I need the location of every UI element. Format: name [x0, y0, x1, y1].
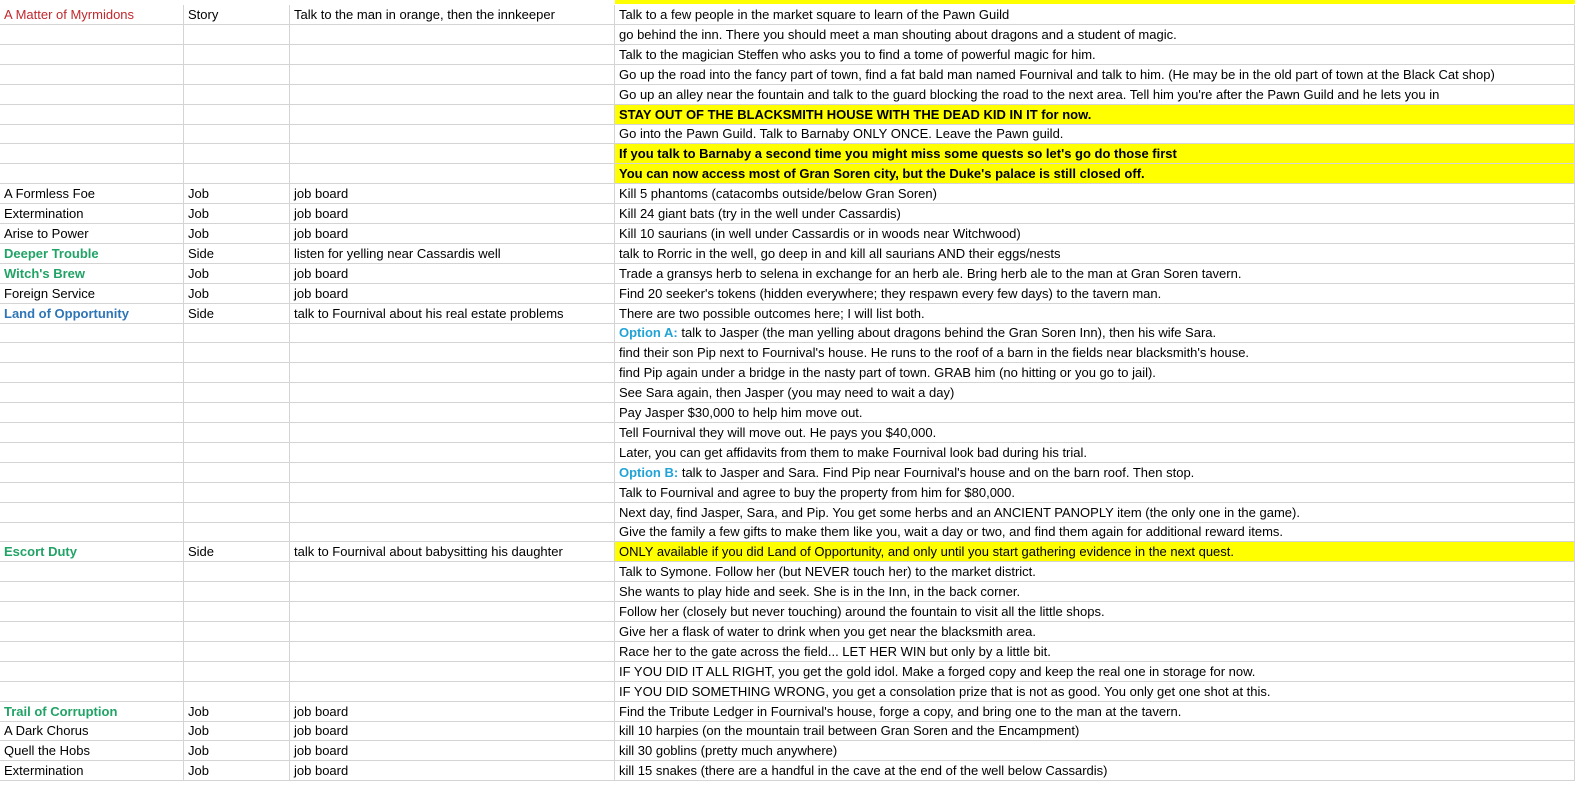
quest-name-cell[interactable] — [0, 85, 184, 105]
quest-step-cell[interactable] — [615, 463, 1575, 483]
quest-name-cell[interactable] — [0, 682, 184, 702]
quest-start-cell[interactable]: job board — [290, 761, 615, 781]
quest-type-cell[interactable] — [184, 85, 290, 105]
quest-step-cell[interactable]: There are two possible outcomes here; I will list both. — [615, 304, 1575, 324]
table-row — [0, 85, 1575, 105]
quest-start-cell[interactable] — [290, 423, 615, 443]
quest-start-cell[interactable]: job board — [290, 284, 615, 304]
quest-step-cell[interactable]: If you talk to Barnaby a second time you might miss some quests so let's go do those first — [615, 144, 1575, 164]
quest-name-cell[interactable] — [0, 622, 184, 642]
quest-start-cell[interactable] — [290, 343, 615, 363]
quest-start-cell[interactable] — [290, 65, 615, 85]
quest-name-cell[interactable] — [0, 45, 184, 65]
quest-step-cell[interactable]: Talk to Symone. Follow her (but NEVER touch her) to the market district. — [615, 562, 1575, 582]
quest-start-cell[interactable]: job board — [290, 741, 615, 761]
quest-step-cell[interactable]: Later, you can get affidavits from them to make Fournival look bad during his trial. — [615, 443, 1575, 463]
quest-start-cell[interactable] — [290, 45, 615, 65]
quest-type-cell[interactable] — [184, 662, 290, 682]
quest-step-cell[interactable]: go behind the inn. There you should meet a man shouting about dragons and a student of magic. — [615, 25, 1575, 45]
quest-start-cell[interactable]: job board — [290, 184, 615, 204]
quest-name-cell[interactable] — [0, 602, 184, 622]
quest-step-cell[interactable]: Talk to the magician Steffen who asks you to find a tome of powerful magic for him. — [615, 45, 1575, 65]
step-text: talk to Jasper and Sara. Find Pip near Fournival's house and on the barn roof. Then stop. — [681, 464, 1195, 480]
quest-step-cell[interactable]: Talk to a few people in the market square to learn of the Pawn Guild — [615, 5, 1575, 25]
quest-type-cell[interactable] — [184, 562, 290, 582]
table-row — [0, 284, 1575, 304]
table-row — [0, 642, 1575, 662]
quest-type-cell[interactable]: Job — [184, 264, 290, 284]
quest-type-cell[interactable]: Side — [184, 542, 290, 562]
quest-type-cell[interactable]: Job — [184, 184, 290, 204]
table-row — [0, 562, 1575, 582]
quest-name-cell[interactable] — [0, 522, 184, 542]
table-row — [0, 25, 1575, 45]
table-row — [0, 741, 1575, 761]
quest-step-cell[interactable]: Tell Fournival they will move out. He pays you $40,000. — [615, 423, 1575, 443]
quest-start-cell[interactable]: listen for yelling near Cassardis well — [290, 244, 615, 264]
quest-name-cell[interactable] — [0, 343, 184, 363]
quest-start-cell[interactable] — [290, 642, 615, 662]
quest-name-cell[interactable] — [0, 463, 184, 483]
quest-name-cell[interactable]: Land of Opportunity — [0, 304, 184, 324]
quest-step-cell[interactable]: You can now access most of Gran Soren city, but the Duke's palace is still closed off. — [615, 164, 1575, 184]
quest-name-cell[interactable] — [0, 323, 184, 343]
quest-step-cell[interactable]: Kill 5 phantoms (catacombs outside/below Gran Soren) — [615, 184, 1575, 204]
quest-type-cell[interactable] — [184, 124, 290, 144]
quest-type-cell[interactable]: Job — [184, 284, 290, 304]
quest-type-cell[interactable]: Job — [184, 761, 290, 781]
table-row — [0, 483, 1575, 503]
quest-start-cell[interactable]: job board — [290, 702, 615, 722]
quest-start-cell[interactable] — [290, 383, 615, 403]
quest-type-cell[interactable] — [184, 582, 290, 602]
option-label: Option B: — [619, 464, 679, 480]
table-row — [0, 761, 1575, 781]
quest-start-cell[interactable] — [290, 522, 615, 542]
table-row — [0, 423, 1575, 443]
quest-step-cell[interactable]: ONLY available if you did Land of Opportunity, and only until you start gathering evidence in the next quest. — [615, 542, 1575, 562]
quest-type-cell[interactable] — [184, 363, 290, 383]
quest-name-cell[interactable]: Witch's Brew — [0, 264, 184, 284]
quest-type-cell[interactable]: Job — [184, 204, 290, 224]
quest-name-cell[interactable] — [0, 383, 184, 403]
quest-step-cell[interactable]: She wants to play hide and seek. She is in the Inn, in the back corner. — [615, 582, 1575, 602]
quest-step-cell[interactable]: IF YOU DID SOMETHING WRONG, you get a consolation prize that is not as good. You only get one shot at this. — [615, 682, 1575, 702]
quest-step-cell[interactable]: Find the Tribute Ledger in Fournival's house, forge a copy, and bring one to the man at the tavern. — [615, 702, 1575, 722]
table-row — [0, 105, 1575, 125]
quest-step-cell[interactable]: Find 20 seeker's tokens (hidden everywhere; they respawn every few days) to the tavern man. — [615, 284, 1575, 304]
quest-start-cell[interactable] — [290, 105, 615, 125]
quest-start-cell[interactable]: talk to Fournival about babysitting his daughter — [290, 542, 615, 562]
table-row — [0, 721, 1575, 741]
table-row — [0, 602, 1575, 622]
quest-type-cell[interactable] — [184, 25, 290, 45]
table-row — [0, 682, 1575, 702]
quest-type-cell[interactable] — [184, 45, 290, 65]
quest-type-cell[interactable]: Side — [184, 244, 290, 264]
quest-step-cell[interactable]: Kill 24 giant bats (try in the well under Cassardis) — [615, 204, 1575, 224]
quest-name-cell[interactable]: Escort Duty — [0, 542, 184, 562]
quest-start-cell[interactable] — [290, 562, 615, 582]
quest-start-cell[interactable] — [290, 85, 615, 105]
quest-name-cell[interactable] — [0, 65, 184, 85]
quest-start-cell[interactable] — [290, 144, 615, 164]
quest-type-cell[interactable] — [184, 522, 290, 542]
quest-name-cell[interactable] — [0, 662, 184, 682]
quest-start-cell[interactable]: Talk to the man in orange, then the innkeeper — [290, 5, 615, 25]
quest-start-cell[interactable]: job board — [290, 264, 615, 284]
table-row — [0, 184, 1575, 204]
quest-name-cell[interactable]: A Matter of Myrmidons — [0, 5, 184, 25]
table-row — [0, 343, 1575, 363]
table-row — [0, 403, 1575, 423]
table-row — [0, 164, 1575, 184]
quest-name-cell[interactable]: Arise to Power — [0, 224, 184, 244]
quest-step-cell[interactable]: Give the family a few gifts to make them like you, wait a day or two, and find them again for additional reward items. — [615, 522, 1575, 542]
quest-name-cell[interactable] — [0, 642, 184, 662]
quest-type-cell[interactable]: Side — [184, 304, 290, 324]
quest-name-cell[interactable] — [0, 503, 184, 523]
quest-start-cell[interactable] — [290, 662, 615, 682]
quest-start-cell[interactable] — [290, 602, 615, 622]
quest-name-cell[interactable] — [0, 124, 184, 144]
quest-start-cell[interactable] — [290, 164, 615, 184]
quest-type-cell[interactable] — [184, 343, 290, 363]
table-row — [0, 224, 1575, 244]
quest-name-cell[interactable]: Trail of Corruption — [0, 702, 184, 722]
quest-type-cell[interactable]: Job — [184, 721, 290, 741]
quest-type-cell[interactable] — [184, 144, 290, 164]
quest-start-cell[interactable] — [290, 25, 615, 45]
quest-name-cell[interactable]: Deeper Trouble — [0, 244, 184, 264]
quest-start-cell[interactable] — [290, 582, 615, 602]
quest-step-cell[interactable]: STAY OUT OF THE BLACKSMITH HOUSE WITH THE DEAD KID IN IT for now. — [615, 105, 1575, 125]
quest-step-cell[interactable]: Follow her (closely but never touching) around the fountain to visit all the little shops. — [615, 602, 1575, 622]
quest-step-cell[interactable]: kill 10 harpies (on the mountain trail between Gran Soren and the Encampment) — [615, 721, 1575, 741]
quest-step-cell[interactable]: Give her a flask of water to drink when you get near the blacksmith area. — [615, 622, 1575, 642]
table-row — [0, 124, 1575, 144]
table-row — [0, 503, 1575, 523]
quest-start-cell[interactable] — [290, 403, 615, 423]
quest-start-cell[interactable]: job board — [290, 721, 615, 741]
table-row — [0, 522, 1575, 542]
quest-type-cell[interactable] — [184, 483, 290, 503]
quest-start-cell[interactable] — [290, 443, 615, 463]
quest-start-cell[interactable] — [290, 483, 615, 503]
quest-type-cell[interactable]: Story — [184, 5, 290, 25]
quest-step-cell[interactable]: Race her to the gate across the field... LET HER WIN but only by a little bit. — [615, 642, 1575, 662]
highlight-strip — [615, 0, 1575, 4]
table-row — [0, 304, 1575, 324]
quest-name-cell[interactable] — [0, 443, 184, 463]
quest-step-cell[interactable]: find Pip again under a bridge in the nasty part of town. GRAB him (no hitting or you go to jail). — [615, 363, 1575, 383]
quest-step-cell[interactable]: find their son Pip next to Fournival's house. He runs to the roof of a barn in the fields near blacksmith's house. — [615, 343, 1575, 363]
quest-type-cell[interactable] — [184, 164, 290, 184]
table-row — [0, 264, 1575, 284]
quest-type-cell[interactable] — [184, 443, 290, 463]
quest-type-cell[interactable] — [184, 463, 290, 483]
quest-name-cell[interactable] — [0, 25, 184, 45]
quest-type-cell[interactable] — [184, 65, 290, 85]
quest-name-cell[interactable] — [0, 144, 184, 164]
quest-type-cell[interactable] — [184, 423, 290, 443]
table-row — [0, 45, 1575, 65]
quest-step-cell[interactable]: Pay Jasper $30,000 to help him move out. — [615, 403, 1575, 423]
option-label: Option A: — [619, 325, 678, 341]
quest-type-cell[interactable] — [184, 323, 290, 343]
table-row — [0, 5, 1575, 25]
table-row — [0, 383, 1575, 403]
quest-start-cell[interactable]: talk to Fournival about his real estate problems — [290, 304, 615, 324]
quest-type-cell[interactable] — [184, 383, 290, 403]
quest-start-cell[interactable] — [290, 323, 615, 343]
quest-type-cell[interactable] — [184, 105, 290, 125]
quest-step-cell[interactable]: kill 30 goblins (pretty much anywhere) — [615, 741, 1575, 761]
table-row — [0, 244, 1575, 264]
quest-step-cell[interactable]: Go up the road into the fancy part of town, find a fat bald man named Fournival and talk to him. (He may be in the old part of town at the Black Cat shop) — [615, 65, 1575, 85]
table-row — [0, 463, 1575, 483]
quest-type-cell[interactable] — [184, 642, 290, 662]
quest-step-cell[interactable]: Go up an alley near the fountain and talk to the guard blocking the road to the next area. Tell him you're after the Pawn Guild and he lets you in — [615, 85, 1575, 105]
quest-name-cell[interactable]: Extermination — [0, 204, 184, 224]
step-text: talk to Jasper (the man yelling about dragons behind the Gran Soren Inn), then his wife Sara. — [681, 325, 1217, 341]
quest-start-cell[interactable]: job board — [290, 224, 615, 244]
table-row — [0, 363, 1575, 383]
table-row — [0, 443, 1575, 463]
table-row — [0, 582, 1575, 602]
table-row — [0, 323, 1575, 343]
quest-type-cell[interactable]: Job — [184, 702, 290, 722]
quest-name-cell[interactable] — [0, 105, 184, 125]
quest-type-cell[interactable]: Job — [184, 224, 290, 244]
quest-step-cell[interactable]: talk to Rorric in the well, go deep in and kill all saurians AND their eggs/nests — [615, 244, 1575, 264]
quest-start-cell[interactable] — [290, 503, 615, 523]
table-row — [0, 662, 1575, 682]
quest-step-cell[interactable]: Go into the Pawn Guild. Talk to Barnaby ONLY ONCE. Leave the Pawn guild. — [615, 124, 1575, 144]
quest-step-cell[interactable]: Kill 10 saurians (in well under Cassardis or in woods near Witchwood) — [615, 224, 1575, 244]
quest-type-cell[interactable] — [184, 403, 290, 423]
quest-start-cell[interactable] — [290, 622, 615, 642]
quest-start-cell[interactable] — [290, 682, 615, 702]
quest-name-cell[interactable] — [0, 363, 184, 383]
quest-type-cell[interactable] — [184, 602, 290, 622]
quest-start-cell[interactable] — [290, 363, 615, 383]
quest-type-cell[interactable] — [184, 622, 290, 642]
quest-type-cell[interactable] — [184, 503, 290, 523]
quest-name-cell[interactable] — [0, 403, 184, 423]
table-row — [0, 65, 1575, 85]
table-row — [0, 144, 1575, 164]
quest-start-cell[interactable] — [290, 124, 615, 144]
quest-type-cell[interactable] — [184, 682, 290, 702]
quest-name-cell[interactable]: A Formless Foe — [0, 184, 184, 204]
quest-name-cell[interactable]: Extermination — [0, 761, 184, 781]
quest-name-cell[interactable] — [0, 582, 184, 602]
table-row — [0, 622, 1575, 642]
quest-step-cell[interactable] — [615, 323, 1575, 343]
quest-step-cell[interactable]: Trade a gransys herb to selena in exchange for an herb ale. Bring herb ale to the man at Gran Soren tavern. — [615, 264, 1575, 284]
quest-step-cell[interactable]: See Sara again, then Jasper (you may need to wait a day) — [615, 383, 1575, 403]
quest-name-cell[interactable] — [0, 423, 184, 443]
quest-step-cell[interactable]: kill 15 snakes (there are a handful in the cave at the end of the well below Cassardis) — [615, 761, 1575, 781]
table-row — [0, 702, 1575, 722]
quest-name-cell[interactable]: Quell the Hobs — [0, 741, 184, 761]
quest-type-cell[interactable]: Job — [184, 741, 290, 761]
quest-name-cell[interactable]: Foreign Service — [0, 284, 184, 304]
quest-start-cell[interactable] — [290, 463, 615, 483]
quest-name-cell[interactable] — [0, 164, 184, 184]
quest-step-cell[interactable]: IF YOU DID IT ALL RIGHT, you get the gold idol. Make a forged copy and keep the real one in storage for now. — [615, 662, 1575, 682]
table-row — [0, 204, 1575, 224]
quest-name-cell[interactable]: A Dark Chorus — [0, 721, 184, 741]
quest-name-cell[interactable] — [0, 562, 184, 582]
quest-start-cell[interactable]: job board — [290, 204, 615, 224]
quest-name-cell[interactable] — [0, 483, 184, 503]
quest-step-cell[interactable]: Talk to Fournival and agree to buy the property from him for $80,000. — [615, 483, 1575, 503]
quest-step-cell[interactable]: Next day, find Jasper, Sara, and Pip. You get some herbs and an ANCIENT PANOPLY item (the only one in the game). — [615, 503, 1575, 523]
table-row — [0, 542, 1575, 562]
